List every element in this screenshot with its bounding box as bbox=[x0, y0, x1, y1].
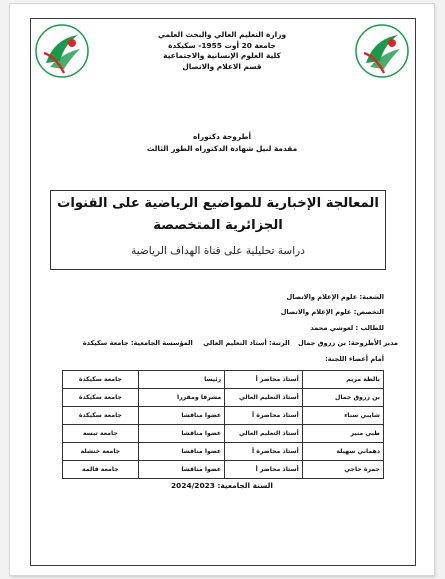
jury-rank: أستاذ محاضرة أ bbox=[225, 407, 303, 425]
jury-role: عضوا مناقشا bbox=[138, 425, 224, 443]
jury-name: حمزة حاجي bbox=[302, 461, 383, 479]
table-row bbox=[63, 443, 384, 461]
jury-name: بن زروق جمال bbox=[302, 389, 383, 407]
jury-university: جامعة خنشلة bbox=[63, 443, 139, 461]
supervisor-line bbox=[40, 339, 398, 348]
jury-name: بالطة مريم bbox=[302, 371, 383, 389]
jury-table bbox=[62, 370, 384, 479]
jury-university: جامعة قالمة bbox=[63, 461, 139, 479]
jury-role: رئيسا bbox=[138, 371, 224, 389]
ministry-name: وزارة التعليم العالي والبحث العلمي bbox=[157, 30, 287, 39]
jury-role: مشرفا ومقررا bbox=[138, 389, 224, 407]
jury-role: عضوا مناقشا bbox=[138, 461, 224, 479]
table-row bbox=[63, 371, 384, 389]
document-page bbox=[10, 4, 434, 575]
jury-rank: أستاذ التعليم العالي bbox=[225, 425, 303, 443]
student-line bbox=[40, 324, 384, 333]
branch-text: الشعبة: علوم الإعلام والاتصال bbox=[286, 293, 384, 301]
supervisor-text: مدير الأطروحة: بن زروق جمال bbox=[298, 339, 398, 347]
thesis-header bbox=[102, 131, 342, 155]
university-name: جامعة 20 أوت 1955- سكيكدة bbox=[168, 40, 276, 50]
rank-text: الرتبة: أستاذ التعليم العالي bbox=[203, 339, 290, 347]
jury-university: جامعة سكيكدة bbox=[63, 389, 139, 407]
table-row bbox=[63, 461, 384, 479]
university-logo-right bbox=[354, 23, 410, 79]
thesis-purpose: مقدمة لنيل شهادة الدكتوراه الطور الثالث bbox=[146, 144, 298, 153]
thesis-type: أطروحة دكتوراه bbox=[193, 132, 251, 141]
jury-university: جامعة تبسة bbox=[63, 425, 139, 443]
jury-heading-line bbox=[40, 355, 384, 364]
jury-role: عضوا مناقشا bbox=[138, 407, 224, 425]
thesis-subtitle: دراسة تحليلية على قناة الهداف الرياضية bbox=[131, 245, 305, 257]
jury-role: عضوا مناقشا bbox=[138, 443, 224, 461]
jury-name: دهماني سهيلة bbox=[302, 443, 383, 461]
jury-heading: أمام أعضاء اللجنة: bbox=[325, 355, 384, 363]
student-text: للطالب : لعوشي محمد bbox=[310, 324, 384, 332]
jury-name: طبي منير bbox=[302, 425, 383, 443]
branch-line bbox=[40, 293, 384, 302]
jury-university: جامعة سكيكدة bbox=[63, 407, 139, 425]
thesis-title-line2: الجزائرية المتخصصة bbox=[153, 218, 283, 233]
table-row bbox=[63, 389, 384, 407]
institution-header bbox=[102, 30, 342, 72]
institution-text: المؤسسة الجامعية: جامعة سكيكدة bbox=[82, 339, 193, 347]
specialty-line bbox=[40, 308, 384, 317]
faculty-name: كلية العلوم الإنسانية والاجتماعية bbox=[163, 51, 281, 61]
specialty-text: التخصص: علوم الإعلام والاتصال bbox=[280, 308, 384, 316]
thesis-title-line1: المعالجة الإخبارية للمواضيع الرياضية على القنوات bbox=[57, 196, 379, 211]
jury-university: جامعة سكيكدة bbox=[63, 371, 139, 389]
jury-rank: أستاذ محاضرة أ bbox=[225, 443, 303, 461]
jury-name: شايبي سناء bbox=[302, 407, 383, 425]
academic-year: السنة الجامعية: 2024/2023 bbox=[171, 481, 273, 490]
table-row bbox=[63, 407, 384, 425]
department-name: قسم الاعلام والاتصال bbox=[182, 61, 262, 71]
title-box bbox=[50, 190, 386, 270]
jury-rank: أستاذ محاضر أ bbox=[225, 371, 303, 389]
university-logo-left bbox=[34, 23, 90, 79]
jury-rank: أستاذ التعليم العالي bbox=[225, 389, 303, 407]
jury-rank: أستاذ محاضر أ bbox=[225, 461, 303, 479]
table-row bbox=[63, 425, 384, 443]
